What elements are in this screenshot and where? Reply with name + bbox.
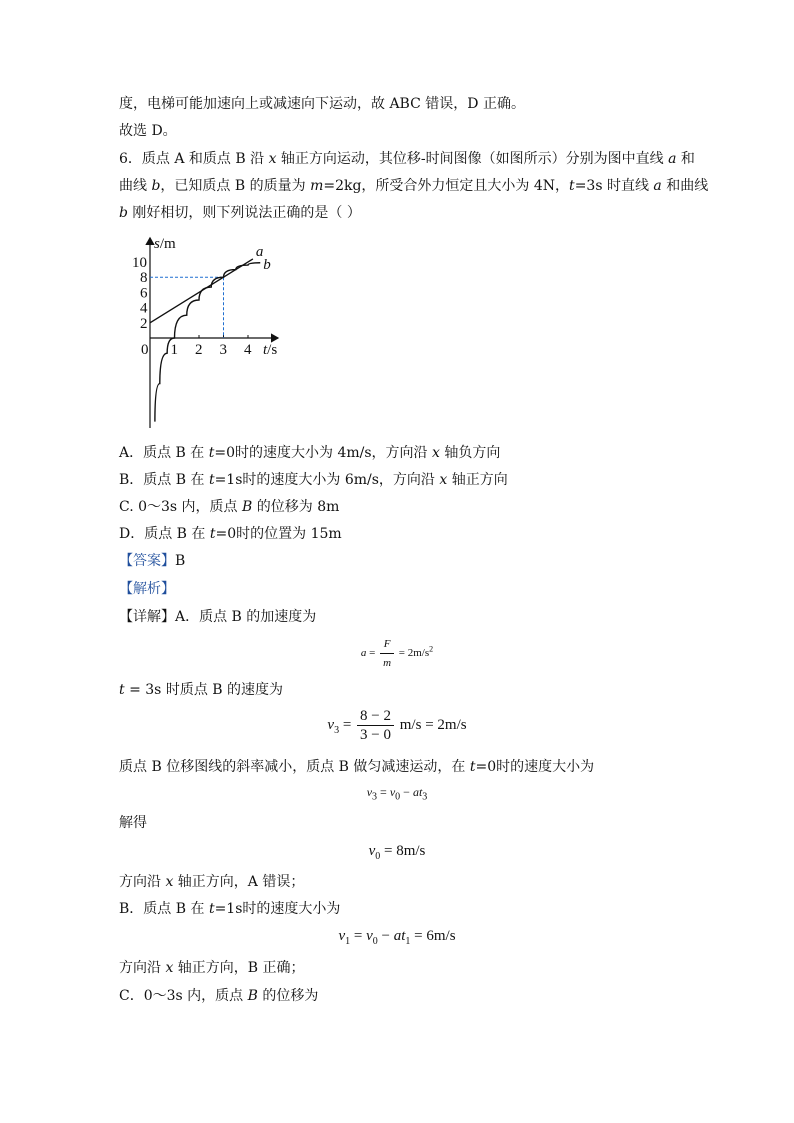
y-tick-label: 2 [140, 315, 148, 332]
equation-v3-relation: $v_3 = v_0 - at_3$ [366, 785, 428, 803]
equation-v3: $v_3$ = $\frac{8 - 2}{3 - 0}$ m/s = 2m/s [327, 708, 467, 743]
analysis-tag: 【解析】 [119, 581, 175, 597]
equation-acceleration: a = $\frac{F}{m}$ = $2m/s^2$ [0, 635, 794, 672]
y-tick-label: 10 [132, 255, 147, 271]
text-line-1: 度，电梯可能加速向上或减速向下运动，故 ABC 错误，D 正确。 [119, 96, 525, 112]
direction-a-line: 方向沿 x 轴正方向，A 错误； [119, 874, 305, 890]
part-b-line: B．质点 B 在 t=1s时的速度大小为 [119, 901, 341, 917]
detail-line: 【详解】A．质点 B 的加速度为 [119, 609, 317, 625]
text-line-2: 故选 D。 [119, 123, 177, 139]
slope-line: 质点 B 位移图线的斜率减小，质点 B 做匀减速运动，在 t=0时的速度大小为 [119, 759, 595, 775]
answer-value: B [175, 553, 186, 569]
x-tick-label: 3 [219, 342, 227, 358]
question-line-2: 曲线 b，已知质点 B 的质量为 m=2kg，所受合外力恒定且大小为 4N，t=3s 时直线 a 和曲线 [119, 178, 709, 194]
x-tick-label: 4 [244, 342, 252, 358]
x-axis-label: t/s [263, 342, 278, 358]
detail-tag: 【详解】 [119, 609, 175, 625]
solve-line: 解得 [119, 815, 147, 831]
y-tick-label: 6 [140, 285, 148, 302]
part-c-line: C．0～3s 内，质点 B 的位移为 [119, 988, 319, 1004]
equation-v1: $v_1 = v_0 - at_1 = 6m/s$ [338, 928, 456, 947]
answer-line [119, 551, 185, 571]
question-line-1: 6．质点 A 和质点 B 沿 x 轴正方向运动，其位移-时间图像（如图所示）分别为图中直线 a 和 [119, 151, 695, 167]
series-label-b: b [263, 256, 271, 273]
series-label-a: a [255, 243, 264, 260]
y-tick-label: 8 [140, 270, 148, 287]
option-d: D．质点 B 在 t=0时的位置为 15m [119, 526, 342, 542]
x-tick-label: 0 [141, 342, 149, 358]
analysis-line [119, 579, 175, 599]
question-line-3: b 刚好相切，则下列说法正确的是（ ） [119, 205, 361, 221]
option-c: C. 0～3s 内，质点 B 的位移为 8m [119, 499, 340, 515]
option-a: A．质点 B 在 t=0时的速度大小为 4m/s，方向沿 x 轴负方向 [119, 445, 501, 461]
position-time-chart [128, 232, 298, 428]
option-b: B．质点 B 在 t=1s时的速度大小为 6m/s，方向沿 x 轴正方向 [119, 472, 508, 488]
y-axis-label: s/m [154, 236, 176, 252]
x-tick-label: 1 [170, 342, 178, 358]
x-tick-label: 2 [195, 342, 203, 358]
y-tick-label: 4 [140, 300, 148, 317]
t3-velocity-line: t = 3s 时质点 B 的速度为 [119, 682, 284, 698]
answer-tag: 【答案】 [119, 553, 175, 569]
equation-v0: $v_0 = 8m/s$ [368, 843, 426, 862]
direction-b-line: 方向沿 x 轴正方向，B 正确； [119, 960, 305, 976]
